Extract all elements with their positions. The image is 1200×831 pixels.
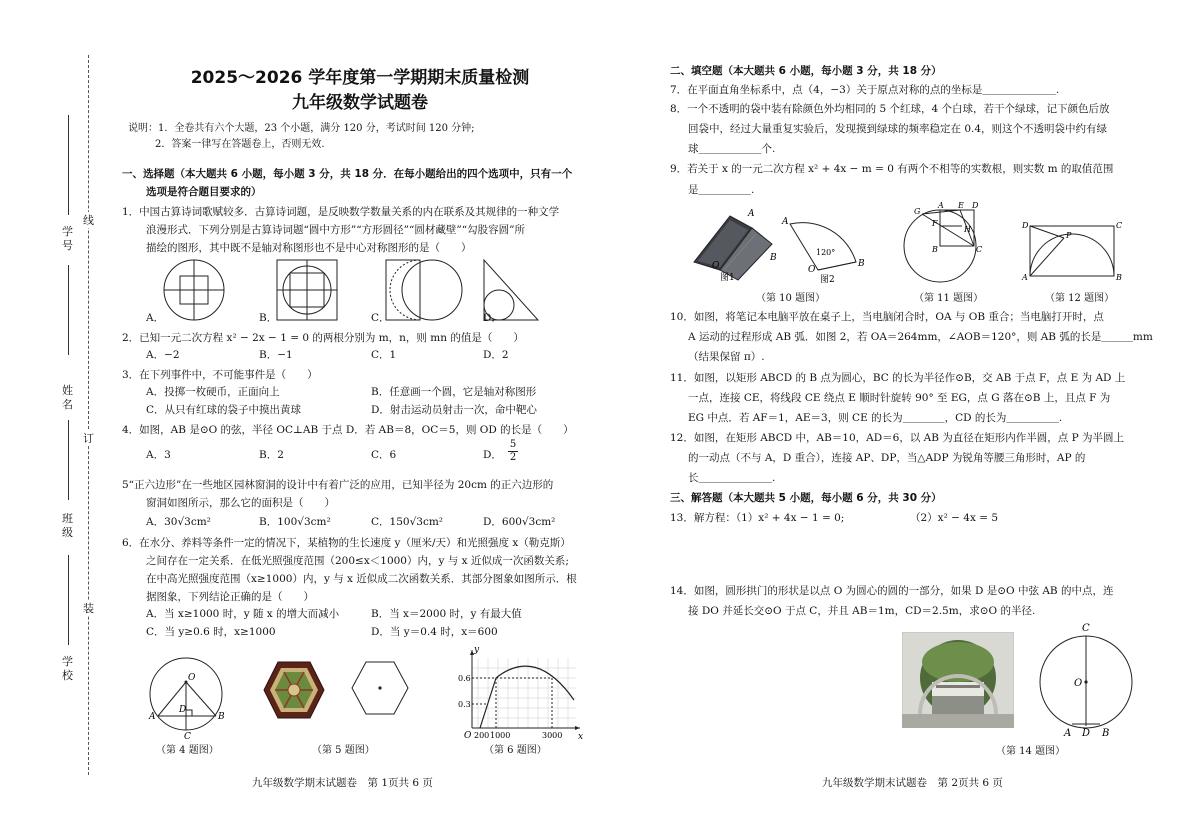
fig10-label-b: B [770, 253, 777, 263]
figure-5-hexagon-window-photo [262, 660, 326, 720]
question-8-line-3: 球＿＿＿＿＿＿个. [688, 143, 776, 155]
school-line [68, 555, 69, 645]
question-1-line-3: 描绘的图形，其中既不是轴对称图形也不是中心对称图形的是（ ） [146, 242, 472, 254]
question-13-part-1: 13．解方程：（1）x² + 4x − 1 = 0; [670, 512, 845, 524]
instructions-line-2: 2．答案一律写在答题卷上，否则无效. [155, 139, 325, 150]
fig10-label-o: O [712, 261, 720, 271]
question-13-part-2: （2）x² − 4x = 5 [910, 512, 999, 524]
question-3: 3．在下列事件中，不可能事件是（ ） [122, 369, 318, 381]
fig11-label-a: A [938, 201, 944, 210]
fig10-label-o2: O [808, 265, 816, 275]
q5-option-d: D．600√3cm² [483, 516, 556, 528]
fig12-label-a: A [1022, 273, 1028, 282]
figure-12-caption: （第 12 题图） [1045, 293, 1115, 304]
q2-option-b: B．−1 [259, 349, 293, 361]
q6-option-c: C．当 y≥0.6 时，x≥1000 [146, 626, 276, 638]
class-label: 班级 [62, 512, 73, 539]
exam-subtitle: 九年级数学试题卷 [292, 93, 428, 113]
figure-6-graph [458, 644, 586, 740]
page-2-footer: 九年级数学期末试题卷 第 2页共 6 页 [822, 777, 1003, 789]
fig12-label-d: D [1022, 221, 1029, 230]
section-2-heading: 二、填空题（本大题共 6 小题，每小题 3 分，共 18 分） [670, 65, 942, 77]
fig11-label-d: D [972, 201, 979, 210]
q1-figure-d [482, 258, 542, 322]
question-7: 7．在平面直角坐标系中，点（4，−3）关于原点对称的点的坐标是＿＿＿＿＿＿＿. [670, 84, 1060, 96]
q6-option-d: D．当 y＝0.4 时，x＝600 [371, 626, 498, 638]
q1-figure-c [384, 258, 466, 322]
exam-page-2 [600, 0, 1200, 831]
fig6-origin: O [464, 731, 472, 740]
question-2: 2．已知一元二次方程 x² − 2x − 1 = 0 的两根分别为 m，n，则 mn 的值是（ ） [122, 332, 524, 344]
fraction-denominator: 2 [509, 452, 517, 463]
fig12-label-p: P [1066, 231, 1072, 240]
fig10-label-a2: A [782, 217, 789, 227]
question-1-line-2: 浪漫形式．下列分别是古算诗词题“圆中方形”“方形圆径”“圆材藏壁”“勾股容圆”所 [146, 224, 525, 236]
student-id-label: 学号 [62, 225, 73, 252]
figure-14-circle-diagram [1036, 620, 1136, 738]
fig6-tick-1000: 1000 [490, 731, 511, 740]
binding-mark-xian: 线 [83, 214, 94, 227]
fig10-sub1: 图1 [720, 273, 735, 283]
fig4-label-c: C [184, 732, 191, 740]
q3-option-c: C．从只有红球的袋子中摸出黄球 [146, 404, 302, 416]
question-4: 4．如图，AB 是⊙O 的弦，半径 OC⊥AB 于点 D．若 AB＝8，OC＝5，则 OD 的长是（ ） [122, 424, 574, 436]
figure-6-caption: （第 6 题图） [484, 745, 547, 756]
q6-option-a: A．当 x≥1000 时，y 随 x 的增大而减小 [146, 608, 340, 620]
fig12-label-c: C [1116, 221, 1123, 230]
q5-option-a: A．30√3cm² [146, 516, 211, 528]
question-12-line-2: 的一动点（不与 A，D 重合），连接 AP、DP，当△ADP 为锐角等腰三角形时，AP 的 [688, 452, 1086, 464]
q1-option-b: B． [259, 312, 278, 324]
q2-option-d: D．2 [483, 349, 509, 361]
fig11-label-f: F [932, 219, 938, 228]
binding-mark-zhuang: 装 [83, 602, 94, 615]
fig11-label-b: B [932, 245, 938, 254]
name-label: 姓名 [62, 384, 73, 411]
name-line-upper [68, 265, 69, 355]
fig4-label-a: A [149, 712, 156, 722]
question-11-line-1: 11．如图，以矩形 ABCD 的 B 点为圆心，BC 的长为半径作⊙B，交 AB 于点 F，点 E 为 AD 上 [670, 372, 1126, 384]
question-5-line-1: 5“正六边形”在一些地区园林窗洞的设计中有着广泛的应用，已知半径为 20cm 的正六边形的 [122, 479, 554, 491]
fig10-label-b2: B [858, 259, 865, 269]
section-3-heading: 三、解答题（本大题共 5 小题，每小题 6 分，共 30 分） [670, 492, 942, 504]
fig14-label-a: A [1064, 728, 1072, 738]
fig10-label-a: A [748, 209, 755, 219]
q4-option-b: B．2 [259, 449, 284, 461]
fig11-label-c: C [976, 245, 983, 254]
figure-11 [900, 200, 996, 284]
fig6-tick-06: 0.6 [458, 674, 471, 683]
q4-option-c: C．6 [371, 449, 397, 461]
fig12-label-b: B [1116, 273, 1122, 282]
fraction-numerator: 5 [509, 439, 517, 450]
q4-option-d: D． [483, 449, 502, 461]
student-id-line [68, 115, 69, 215]
fig11-label-g: G [914, 207, 921, 216]
question-14-line-1: 14．如图，圆形拱门的形状是以点 O 为圆心的圆的一部分，如果 D 是⊙O 中弦 AB 的中点，连 [670, 585, 1114, 597]
school-label: 学校 [62, 655, 73, 682]
figure-5-hexagon [350, 660, 410, 716]
figure-14-moon-gate-photo [902, 632, 1014, 728]
question-8-line-1: 8．一个不透明的袋中装有除颜色外均相同的 5 个红球，4 个白球，若干个绿球，记下颜色后放 [670, 103, 1110, 115]
q1-option-d: D． [483, 312, 502, 324]
fig6-tick-200: 200 [474, 731, 490, 740]
question-10-line-3: （结果保留 π）. [688, 351, 765, 363]
page-1-footer: 九年级数学期末试题卷 第 1页共 6 页 [252, 777, 433, 789]
fig10-sub2: 图2 [820, 275, 835, 284]
q6-option-b: B．当 x＝2000 时，y 有最大值 [371, 608, 522, 620]
q1-option-a: A． [146, 312, 165, 324]
figure-11-caption: （第 11 题图） [914, 293, 984, 304]
question-12-line-1: 12．如图，在矩形 ABCD 中，AB＝10，AD＝6，以 AB 为直径在矩形内作半圆，点 P 为半圆上 [670, 432, 1125, 444]
q1-figure-a [162, 258, 226, 322]
figure-4-caption: （第 4 题图） [156, 745, 219, 756]
binding-dashed-line [88, 55, 89, 775]
question-10-line-2: A 运动的过程形成 AB 弧．如图 2，若 OA＝264mm，∠AOB＝120°，则 AB 弧的长是＿＿＿mm [688, 331, 1153, 343]
question-9-line-2: 是＿＿＿＿＿. [688, 184, 755, 196]
fig14-label-b: B [1102, 728, 1110, 738]
fig11-label-e: E [958, 201, 964, 210]
fig10-angle: 120° [816, 248, 836, 257]
exam-title: 2025～2026 学年度第一学期期末质量检测 [190, 68, 530, 88]
figure-10-caption: （第 10 题图） [756, 293, 826, 304]
instructions-line-1: 说明：1．全卷共有六个大题，23 个小题，满分 120 分，考试时间 120 分钟; [128, 123, 475, 134]
fig11-label-h: H [964, 225, 971, 234]
question-6-line-1: 6．在水分、养料等条件一定的情况下，某植物的生长速度 y（厘米/天）和光照强度 x（勒克斯） [122, 537, 571, 549]
question-6-line-2: 之间存在一定关系．在低光照强度范围（200≤x＜1000）内，y 与 x 近似成一次函数关系; [146, 555, 569, 567]
q3-option-d: D．射击运动员射击一次，命中靶心 [371, 404, 537, 416]
question-11-line-2: 一点，连接 CE，将线段 CE 绕点 E 顺时针旋转 90° 至 EG，点 G 落在⊙B 上，且点 F 为 [688, 392, 1111, 404]
fig14-label-c: C [1082, 623, 1090, 634]
question-9-line-1: 9．若关于 x 的一元二次方程 x² + 4x − m = 0 有两个不相等的实数根，则实数 m 的取值范围 [670, 163, 1114, 175]
fig4-label-b: B [218, 712, 225, 722]
figure-5-caption: （第 5 题图） [312, 745, 375, 756]
q3-option-a: A．投掷一枚硬币，正面向上 [146, 386, 280, 398]
figure-12 [1020, 218, 1124, 282]
q2-option-a: A．−2 [146, 349, 180, 361]
question-11-line-3: EG 中点．若 AF＝1，AE＝3，则 CE 的长为＿＿＿＿，CD 的长为＿＿＿＿＿. [688, 412, 1063, 424]
question-1-line-1: 1．中国古算诗词歌赋较多．古算诗词题，是反映数学数量关系的内在联系及其规律的一种文学 [122, 206, 560, 218]
figure-4-circle-chord [148, 648, 228, 740]
class-line [68, 420, 69, 500]
q3-option-b: B．任意画一个圆，它是轴对称图形 [371, 386, 537, 398]
question-8-line-2: 回袋中，经过大量重复实验后，发现摸到绿球的频率稳定在 0.4，则这个不透明袋中约有绿 [688, 123, 1108, 135]
figure-10 [690, 204, 870, 284]
question-14-line-2: 接 DO 并延长交⊙O 于点 C，并且 AB＝1m，CD＝2.5m，求⊙O 的半径. [688, 605, 1036, 617]
binding-mark-ding: 订 [83, 432, 94, 445]
question-6-line-4: 据图象，下列结论正确的是（ ） [146, 591, 314, 603]
q5-option-b: B．100√3cm² [259, 516, 331, 528]
q4-option-a: A．3 [146, 449, 171, 461]
fig14-label-d: D [1082, 728, 1091, 738]
figure-14-caption: （第 14 题图） [996, 746, 1066, 757]
question-10-line-1: 10．如图，将笔记本电脑平放在桌子上，当电脑闭合时，OA 与 OB 重合；当电脑打开时，点 [670, 311, 1104, 323]
question-12-line-3: 长＿＿＿＿＿＿＿. [688, 472, 776, 484]
q1-option-c: C． [371, 312, 390, 324]
fig4-label-d: D [179, 705, 187, 715]
question-5-line-2: 窗洞如图所示，那么它的面积是（ ） [146, 497, 335, 509]
q2-option-c: C．1 [371, 349, 397, 361]
fig14-label-o: O [1074, 678, 1083, 689]
fig4-label-o: O [188, 673, 196, 683]
q1-figure-b [275, 258, 339, 322]
fig6-tick-3000: 3000 [542, 731, 563, 740]
section-1-heading: 一、选择题（本大题共 6 小题，每小题 3 分，共 18 分．在每小题给出的四个选项中，只有一个 [122, 168, 573, 180]
q4-option-d-fraction [508, 439, 518, 464]
section-1-heading-cont: 选项是符合题目要求的） [146, 186, 262, 198]
fig6-axis-y: y [474, 645, 480, 655]
fig6-tick-03: 0.3 [458, 700, 471, 709]
question-6-line-3: 在中高光照强度范围（x≥1000）内，y 与 x 近似成二次函数关系．其部分图象如图所示．根 [146, 573, 577, 585]
q5-option-c: C．150√3cm² [371, 516, 443, 528]
fig6-axis-x: x [578, 732, 584, 740]
